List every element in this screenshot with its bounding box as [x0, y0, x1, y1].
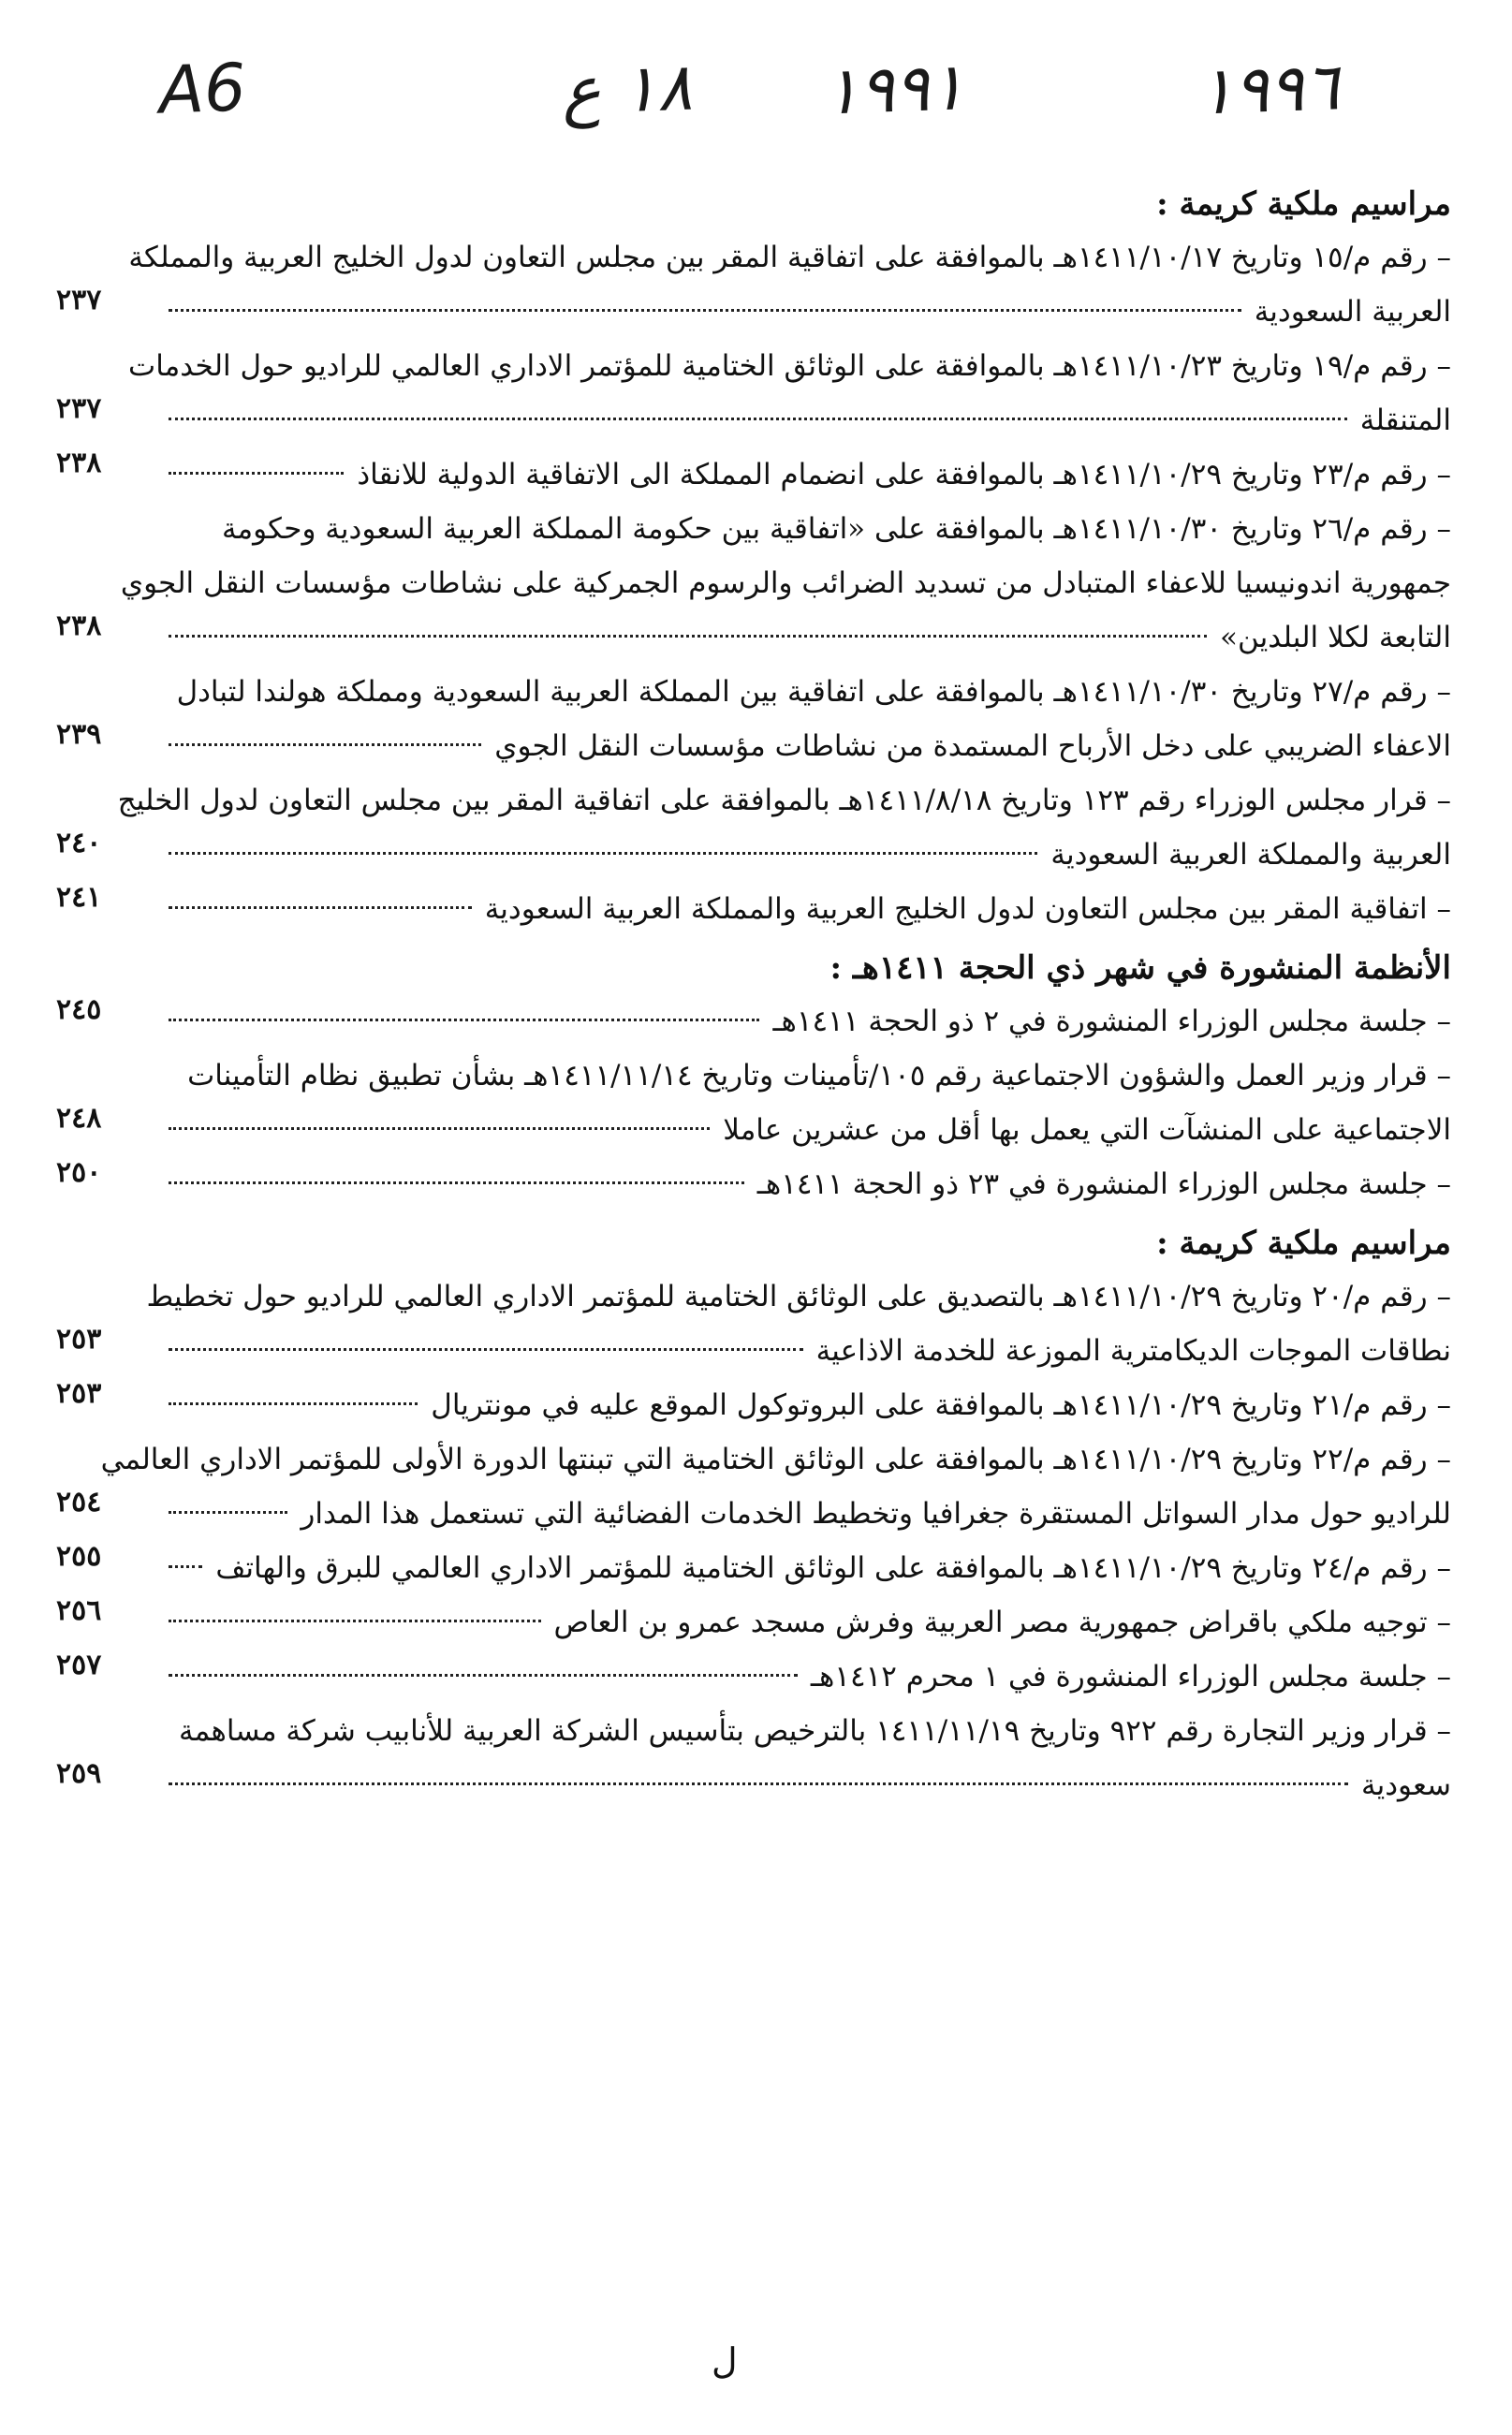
toc-page-number: ٢٣٩: [56, 718, 102, 751]
toc-entry-line: – رقم م/٢٧ وتاريخ ١٤١١/١٠/٣٠هـ بالموافقة على اتفاقية بين المملكة العربية السعودية ومملكة هولندا لتبادل: [176, 675, 1451, 709]
toc-entry-text: – اتفاقية المقر بين مجلس التعاون لدول الخليج العربية والمملكة العربية السعودية: [484, 892, 1451, 926]
toc-entry: [56, 1432, 1451, 1541]
toc-entry-line: [56, 1378, 1451, 1432]
toc-entry-text: – جلسة مجلس الوزراء المنشورة في ٢٣ ذو الحجة ١٤١١هـ: [756, 1167, 1451, 1201]
toc-entry: [56, 230, 1451, 339]
toc-entry: [56, 882, 1451, 936]
toc-entry-text: التابعة لكلا البلدين»: [1220, 621, 1451, 654]
toc-entry-line: [56, 393, 1451, 447]
toc-page-number: ٢٣٧: [56, 392, 102, 425]
toc-page-number: ٢٤١: [56, 881, 102, 914]
toc-entry: [56, 1650, 1451, 1704]
toc-entry-line: [56, 285, 1451, 339]
toc-entry-text: نطاقات الموجات الديكامترية الموزعة للخدمة الاذاعية: [815, 1334, 1451, 1368]
handwritten-note-year: ١٩٩١: [822, 48, 966, 130]
dot-leader: [169, 1402, 418, 1405]
toc-entry: [56, 1378, 1451, 1432]
toc-entry-line: [56, 1650, 1451, 1704]
toc-page-number: ٢٥٣: [56, 1377, 102, 1410]
dot-leader: [169, 1019, 759, 1021]
dot-leader: [169, 1782, 1348, 1785]
toc-entry-line: – رقم م/٢٦ وتاريخ ١٤١١/١٠/٣٠هـ بالموافقة على «اتفاقية بين حكومة المملكة العربية السعودية وحكومة: [221, 512, 1451, 546]
handwritten-note-number: ١٨ ع: [560, 48, 694, 130]
toc-page-number: ٢٥٣: [56, 1323, 102, 1356]
dot-leader: [169, 1511, 287, 1514]
section-heading: مراسيم ملكية كريمة :: [1156, 185, 1451, 223]
dot-leader: [169, 418, 1347, 420]
toc-page-number: ٢٥٥: [56, 1540, 102, 1573]
toc-entry: [56, 994, 1451, 1049]
toc-page-number: ٢٥٠: [56, 1156, 102, 1189]
toc-entry: [56, 1541, 1451, 1595]
toc-entry: [56, 1595, 1451, 1650]
toc-entry: [56, 1157, 1451, 1211]
toc-entry-text: العربية السعودية: [1254, 295, 1451, 329]
toc-entry-line: [56, 1487, 1451, 1541]
toc-entry-line: [56, 610, 1451, 665]
page-footer-letter: ل: [712, 2340, 738, 2382]
toc-page-number: ٢٤٠: [56, 827, 102, 859]
toc-page-number: ٢٥٤: [56, 1486, 102, 1518]
dot-leader: [169, 1127, 710, 1130]
toc-entry: [56, 665, 1451, 773]
toc-entry-text: – توجيه ملكي باقراض جمهورية مصر العربية وفرش مسجد عمرو بن العاص: [553, 1606, 1451, 1639]
toc-entry-line: – رقم م/٢٠ وتاريخ ١٤١١/١٠/٢٩هـ بالتصديق على الوثائق الختامية للمؤتمر الاداري العالمي للراديو حول تخطيط: [146, 1280, 1451, 1313]
toc-entry-text: – جلسة مجلس الوزراء المنشورة في ١ محرم ١٤١٢هـ: [810, 1660, 1451, 1694]
toc-entry: [56, 1269, 1451, 1378]
toc-entry-line: [56, 828, 1451, 882]
dot-leader: [169, 1674, 798, 1677]
toc-entry-line: – قرار مجلس الوزراء رقم ١٢٣ وتاريخ ١٤١١/٨/١٨هـ بالموافقة على اتفاقية المقر بين مجلس التعاون لدول الخليج: [117, 784, 1451, 817]
dot-leader: [169, 1565, 202, 1568]
toc-entry-line: – قرار وزير العمل والشؤون الاجتماعية رقم ١٠٥/تأمينات وتاريخ ١٤١١/١١/١٤هـ بشأن تطبيق نظام التأمينات: [187, 1059, 1451, 1093]
toc-entry-line: – رقم م/١٩ وتاريخ ١٤١١/١٠/٢٣هـ بالموافقة على الوثائق الختامية للمؤتمر الاداري العالمي للراديو حول الخدمات: [128, 349, 1451, 383]
dot-leader: [169, 852, 1037, 855]
toc-entry-text: للراديو حول مدار السواتل المستقرة جغرافيا وتخطيط الخدمات الفضائية التي تستعمل هذا المدار: [301, 1497, 1451, 1531]
section-heading: الأنظمة المنشورة في شهر ذي الحجة ١٤١١هـ :: [829, 949, 1451, 987]
toc-entry-text: المتنقلة: [1359, 403, 1451, 437]
toc-entry: [56, 447, 1451, 502]
dot-leader: [169, 472, 344, 475]
toc-entry: [56, 339, 1451, 447]
dot-leader: [169, 743, 481, 746]
dot-leader: [169, 906, 472, 909]
toc-page-number: ٢٥٩: [56, 1757, 102, 1790]
toc-entry-line: – رقم م/١٥ وتاريخ ١٤١١/١٠/١٧هـ بالموافقة على اتفاقية المقر بين مجلس التعاون لدول الخليج العربية والمملكة: [128, 241, 1451, 274]
handwritten-note-a6: A6: [157, 49, 247, 129]
toc-entry-text: العربية والمملكة العربية السعودية: [1050, 838, 1451, 872]
toc-entry-line: [56, 1595, 1451, 1650]
toc-entry-line: [56, 1103, 1451, 1157]
toc-entry-text: – رقم م/٢٣ وتاريخ ١٤١١/١٠/٢٩هـ بالموافقة على انضمام المملكة الى الاتفاقية الدولية للانقاذ: [357, 458, 1451, 491]
toc-entry-text: – رقم م/٢٤ وتاريخ ١٤١١/١٠/٢٩هـ بالموافقة على الوثائق الختامية للمؤتمر الاداري العالمي للبرق والهاتف: [215, 1551, 1451, 1585]
toc-page-number: ٢٣٨: [56, 609, 102, 642]
toc-page-number: ٢٤٨: [56, 1102, 102, 1135]
toc-page-number: ٢٥٦: [56, 1594, 102, 1627]
handwritten-note-code: ١٩٩٦: [1196, 48, 1341, 130]
dot-leader: [169, 1620, 541, 1622]
toc-page-number: ٢٤٥: [56, 993, 102, 1026]
toc-entry-line: [56, 447, 1451, 502]
dot-leader: [169, 1348, 803, 1351]
toc-entry-line: جمهورية اندونيسيا للاعفاء المتبادل من تسديد الضرائب والرسوم الجمركية على نشاطات مؤسسات النقل الجوي: [120, 566, 1451, 600]
toc-entry: [56, 1704, 1451, 1812]
toc-entry-line: [56, 1324, 1451, 1378]
toc-entry-text: سعودية: [1361, 1768, 1451, 1802]
toc-page-number: ٢٣٧: [56, 284, 102, 316]
dot-leader: [169, 635, 1207, 638]
dot-leader: [169, 309, 1241, 312]
toc-entry-line: [56, 1157, 1451, 1211]
toc-entry: [56, 502, 1451, 665]
toc-entry-line: [56, 719, 1451, 773]
toc-entry-line: [56, 994, 1451, 1049]
toc-entry-text: الاعفاء الضريبي على دخل الأرباح المستمدة من نشاطات مؤسسات النقل الجوي: [494, 729, 1451, 763]
toc-entry-text: – جلسة مجلس الوزراء المنشورة في ٢ ذو الحجة ١٤١١هـ: [772, 1005, 1451, 1038]
toc-entry: [56, 773, 1451, 882]
toc-page-number: ٢٥٧: [56, 1649, 102, 1681]
toc-entry-text: الاجتماعية على المنشآت التي يعمل بها أقل من عشرين عاملا: [723, 1113, 1451, 1147]
dot-leader: [169, 1181, 744, 1184]
toc-entry-line: – رقم م/٢٢ وتاريخ ١٤١١/١٠/٢٩هـ بالموافقة على الوثائق الختامية التي تبنتها الدورة الأولى للمؤتمر الاداري العالمي: [100, 1443, 1451, 1476]
toc-entry: [56, 1049, 1451, 1157]
table-of-contents: [56, 178, 1451, 1812]
toc-entry-line: [56, 1541, 1451, 1595]
toc-entry-line: [56, 1758, 1451, 1812]
toc-page-number: ٢٣٨: [56, 447, 102, 479]
toc-entry-line: [56, 882, 1451, 936]
toc-entry-line: – قرار وزير التجارة رقم ٩٢٢ وتاريخ ١٤١١/١١/١٩ بالترخيص بتأسيس الشركة العربية للأنابيب شركة مساهمة: [178, 1714, 1451, 1748]
section-heading: مراسيم ملكية كريمة :: [1156, 1225, 1451, 1262]
toc-entry-text: – رقم م/٢١ وتاريخ ١٤١١/١٠/٢٩هـ بالموافقة على البروتوكول الموقع عليه في مونتريال: [431, 1388, 1451, 1422]
